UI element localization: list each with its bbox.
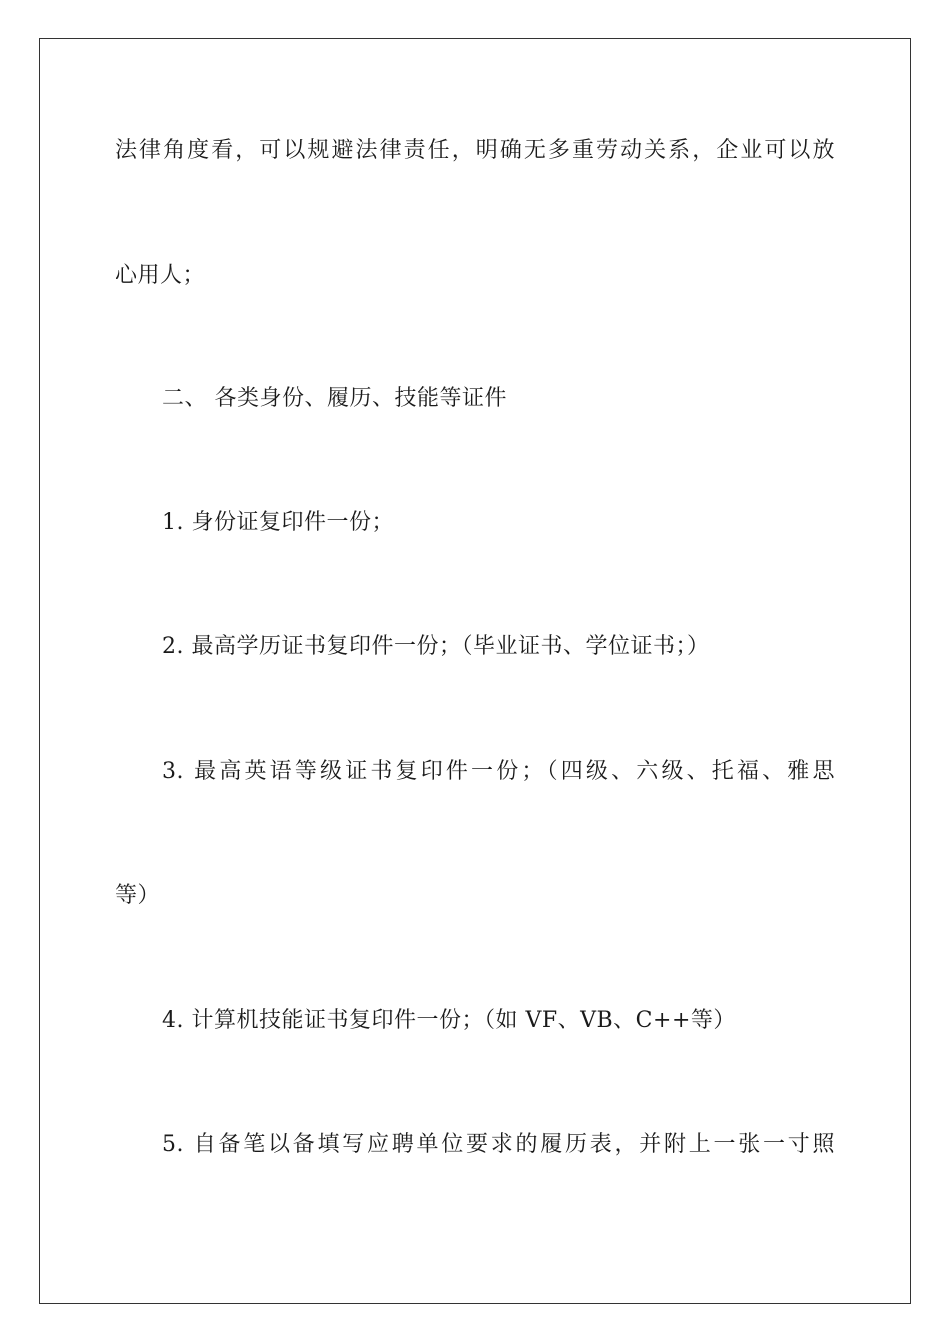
paragraph-line-1: 法律角度看，可以规避法律责任，明确无多重劳动关系，企业可以放 [115,138,835,163]
page-border [39,38,911,1304]
list-item-2: 2. 最高学历证书复印件一份；（毕业证书、学位证书；） [162,634,710,659]
list-item-1: 1. 身份证复印件一份； [162,510,394,535]
section-heading-2: 二、 各类身份、履历、技能等证件 [162,386,507,411]
list-item-5: 5. 自备笔以备填写应聘单位要求的履历表，并附上一张一寸照 [162,1132,835,1157]
list-item-3: 3. 最高英语等级证书复印件一份；（四级、六级、托福、雅思 [162,759,835,784]
list-item-4: 4. 计算机技能证书复印件一份；（如 VF、VB、C++等） [162,1008,736,1033]
list-item-3-continued: 等） [115,883,161,908]
paragraph-line-2: 心用人； [115,263,206,288]
